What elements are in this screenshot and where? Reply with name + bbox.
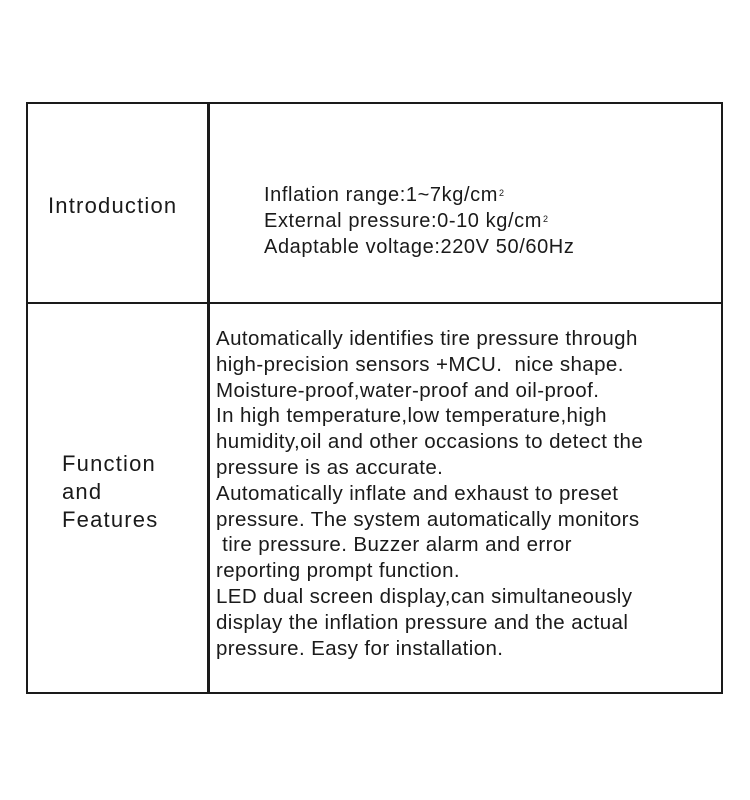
- feature-line: pressure is as accurate.: [216, 455, 444, 479]
- introduction-label: Introduction: [48, 193, 178, 218]
- column-divider: [207, 104, 210, 692]
- spec-table: [26, 102, 723, 694]
- superscript: 2: [543, 214, 549, 224]
- introduction-content: [264, 182, 574, 260]
- feature-line: tire pressure. Buzzer alarm and error: [216, 533, 572, 557]
- superscript: 2: [498, 188, 505, 198]
- feature-line: LED dual screen display,can simultaneously: [216, 584, 633, 608]
- intro-line-inflation-range: Inflation $range:1\sim 7kg/cm^2$: [264, 184, 505, 206]
- feature-line: high-precision sensors +MCU. nice shape.: [216, 352, 624, 376]
- feature-line: Automatically identifies tire pressure through: [216, 327, 638, 350]
- intro-line-adaptable-voltage: Adaptable voltage:220V 50/60Hz: [264, 236, 575, 258]
- feature-line: In high temperature,low temperature,high: [216, 404, 607, 428]
- row-divider: [28, 302, 721, 304]
- feature-line: pressure. Easy for installation.: [216, 636, 504, 660]
- feature-line: reporting prompt function.: [216, 559, 460, 583]
- feature-line: humidity,oil and other occasions to detect the: [216, 430, 644, 454]
- features-content: [216, 326, 721, 661]
- function-features-label: Function and Features: [62, 451, 159, 532]
- feature-line: display the inflation pressure and the actual: [216, 610, 629, 634]
- feature-line: Automatically inflate and exhaust to preset: [216, 481, 619, 505]
- feature-line: Moisture-proof,water-proof and oil-proof.: [216, 378, 600, 402]
- feature-line: pressure. The system automatically monitors: [216, 507, 640, 531]
- intro-line-external-pressure: External pressure:0-10 $kg/cm^2$: [264, 210, 549, 232]
